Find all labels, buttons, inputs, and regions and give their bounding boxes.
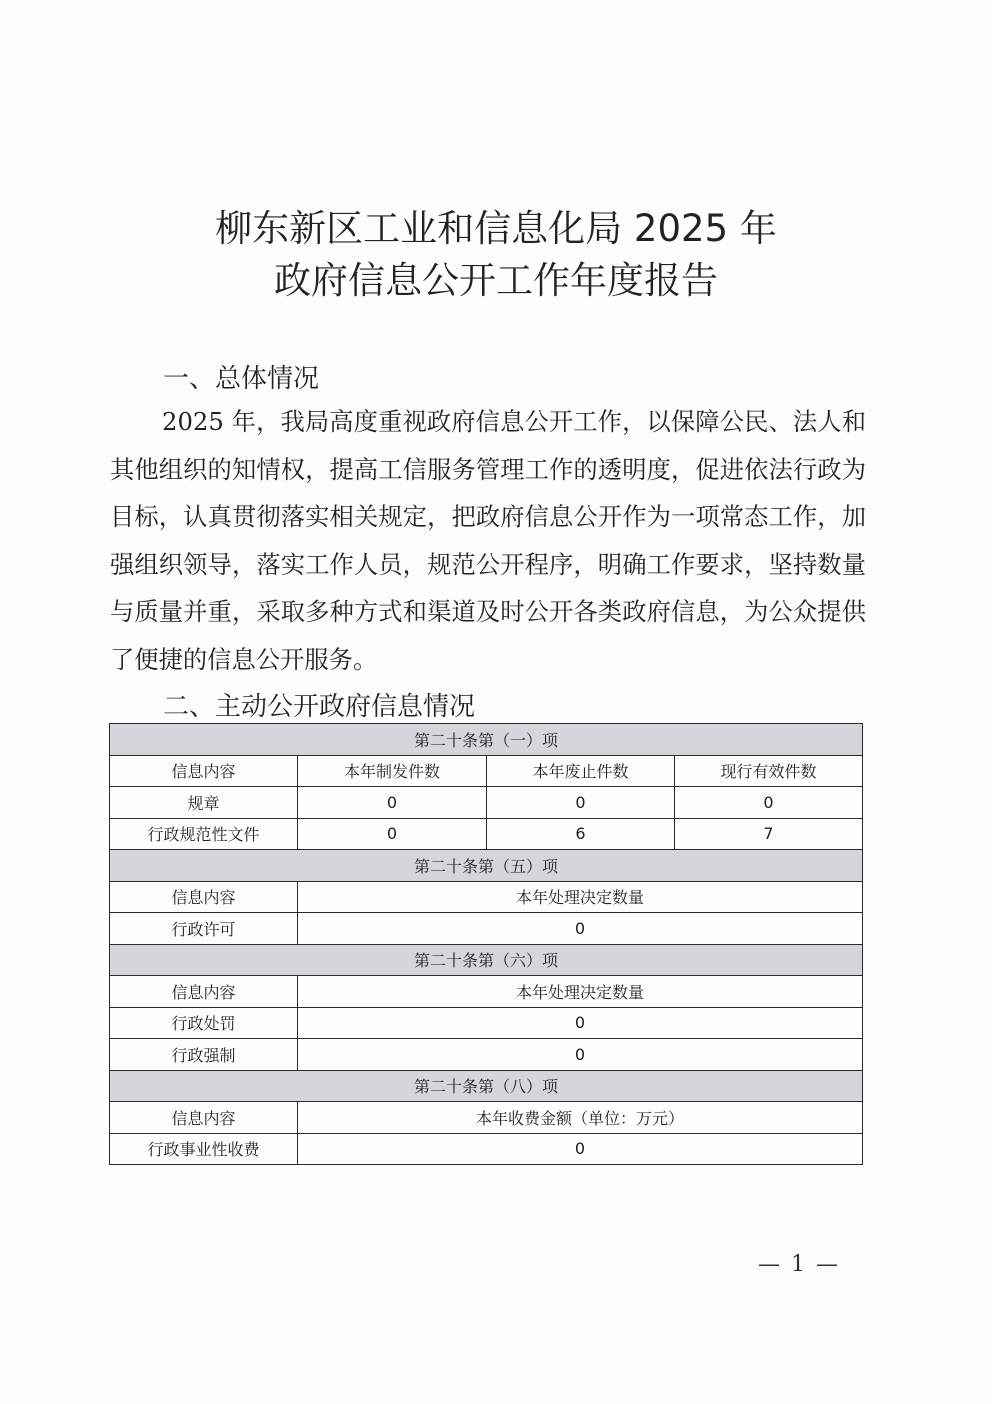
header-cell: 信息内容 <box>110 976 298 1008</box>
header-cell: 本年废止件数 <box>487 755 675 787</box>
row-label: 行政许可 <box>110 913 298 945</box>
table-cell: 0 <box>298 1007 863 1039</box>
table-cell: 0 <box>298 1039 863 1071</box>
table-header-row <box>110 755 863 787</box>
row-label: 规章 <box>110 787 298 819</box>
header-cell: 信息内容 <box>110 755 298 787</box>
section-title-art5: 第二十条第（五）项 <box>110 850 863 882</box>
table-cell: 0 <box>487 787 675 819</box>
table-cell: 0 <box>298 787 487 819</box>
table-header-row <box>110 1102 863 1134</box>
row-label: 行政事业性收费 <box>110 1133 298 1165</box>
row-label: 行政处罚 <box>110 1007 298 1039</box>
table-cell: 6 <box>487 818 675 850</box>
table-section-row <box>110 944 863 976</box>
header-cell: 本年处理决定数量 <box>298 881 863 913</box>
table-row <box>110 1039 863 1071</box>
table-header-row <box>110 976 863 1008</box>
table-section-row <box>110 724 863 756</box>
document-title-line1: 柳东新区工业和信息化局 2025 年 <box>215 207 777 250</box>
table-cell: 0 <box>298 913 863 945</box>
header-cell: 信息内容 <box>110 881 298 913</box>
row-label: 行政强制 <box>110 1039 298 1071</box>
header-cell: 本年制发件数 <box>298 755 487 787</box>
header-cell: 现行有效件数 <box>675 755 863 787</box>
table-cell: 0 <box>298 818 487 850</box>
document-title-line2: 政府信息公开工作年度报告 <box>274 259 718 302</box>
section-title-art1: 第二十条第（一）项 <box>110 724 863 756</box>
table-row <box>110 818 863 850</box>
table-cell: 7 <box>675 818 863 850</box>
overview-paragraph: 2025 年，我局高度重视政府信息公开工作，以保障公民、法人和其他组织的知情权，提高工信服务管理工作的透明度，促进依法行政为目标，认真贯彻落实相关规定，把政府信息公开作为一项常态工作，加强组织领导，落实工作人员，规范公开程序，明确工作要求，坚持数量与质量并重，采取多种方式和渠道及时公开各类政府信息，为公众提供了便捷的信息公开服务。 <box>110 407 866 674</box>
disclosure-table <box>109 723 863 1165</box>
section-heading-proactive-disclosure: 二、主动公开政府信息情况 <box>163 692 476 722</box>
table-row <box>110 1007 863 1039</box>
table-row <box>110 1133 863 1165</box>
header-cell: 信息内容 <box>110 1102 298 1134</box>
header-cell: 本年收费金额（单位：万元） <box>298 1102 863 1134</box>
row-label: 行政规范性文件 <box>110 818 298 850</box>
table-section-row <box>110 850 863 882</box>
table-row <box>110 787 863 819</box>
section-title-art8: 第二十条第（八）项 <box>110 1070 863 1102</box>
table-row <box>110 913 863 945</box>
table-cell: 0 <box>298 1133 863 1165</box>
section-heading-overview: 一、总体情况 <box>163 364 320 394</box>
section-title-art6: 第二十条第（六）项 <box>110 944 863 976</box>
page-number: — 1 — <box>758 1252 840 1277</box>
header-cell: 本年处理决定数量 <box>298 976 863 1008</box>
table-section-row <box>110 1070 863 1102</box>
table-header-row <box>110 881 863 913</box>
table-cell: 0 <box>675 787 863 819</box>
